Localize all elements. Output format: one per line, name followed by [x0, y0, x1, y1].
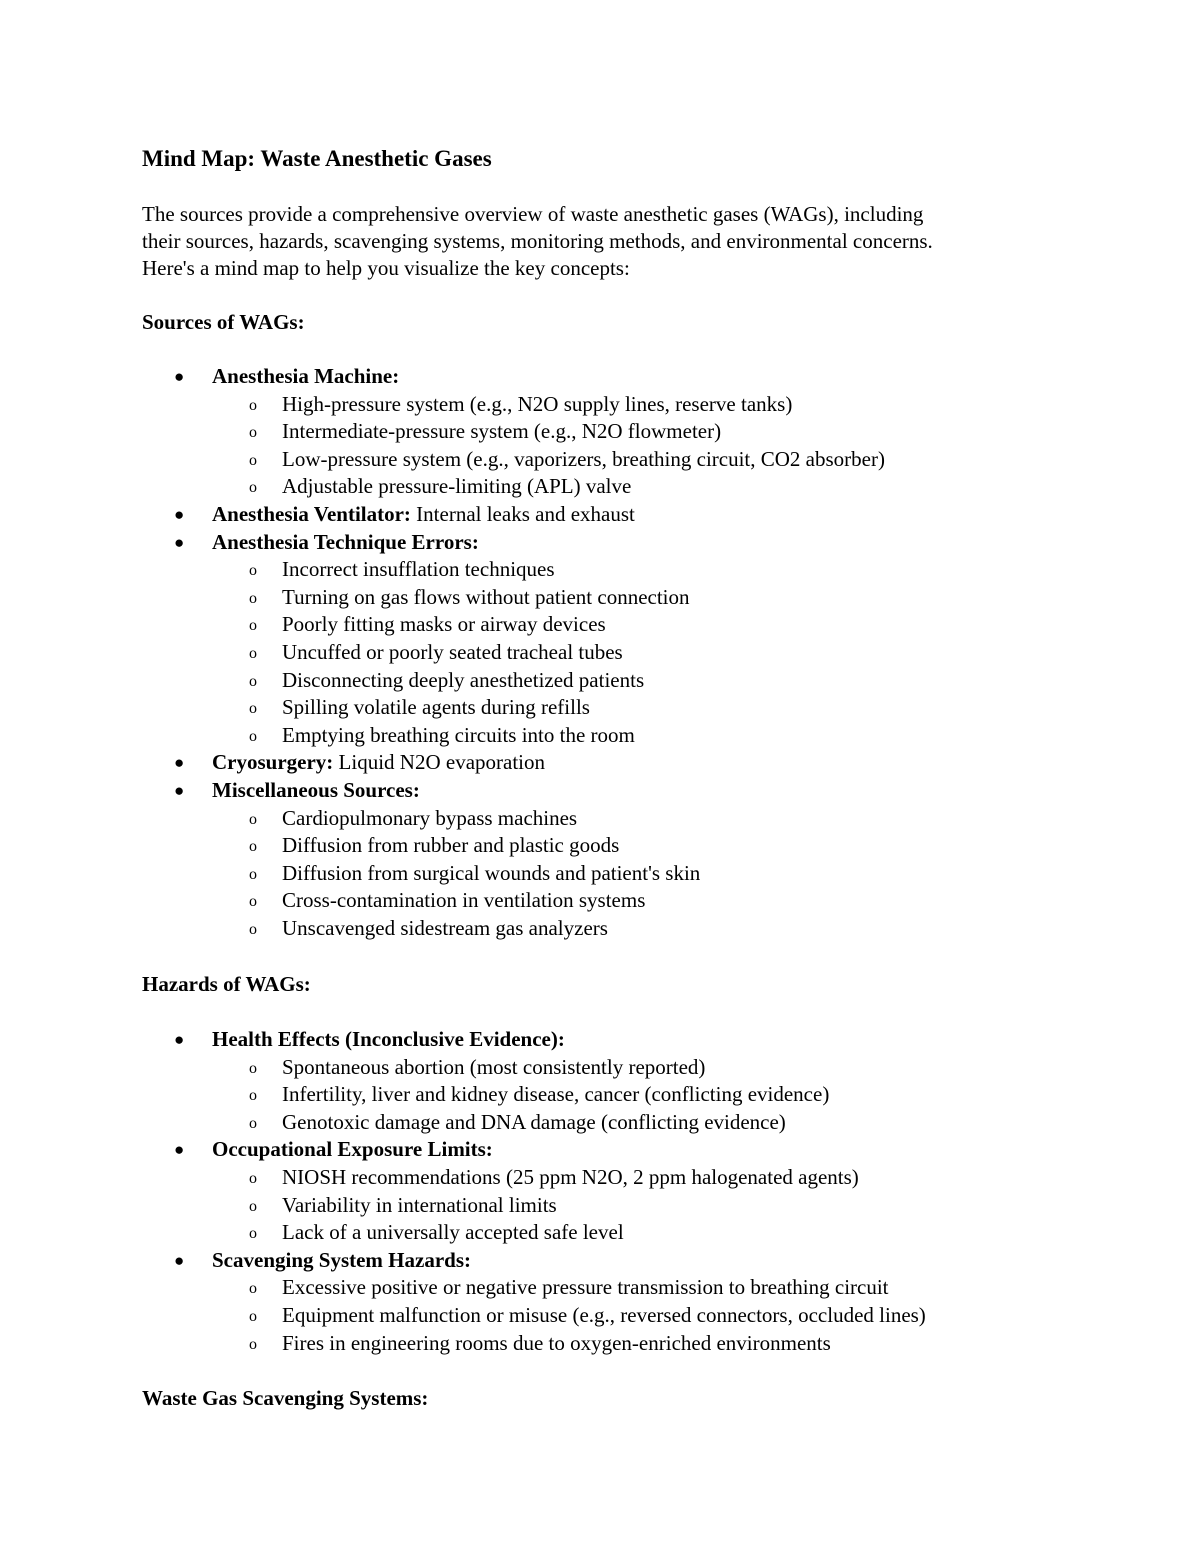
sub-item-text: Equipment malfunction or misuse (e.g., reversed connectors, occluded lines)	[282, 1302, 926, 1327]
sub-list-item	[142, 860, 1082, 888]
hazards-list	[142, 1026, 1082, 1357]
sub-item-text: Adjustable pressure-limiting (APL) valve	[282, 474, 632, 499]
circle-bullet-icon: o	[249, 865, 257, 883]
sub-list-item	[142, 805, 1082, 833]
sub-list-item	[142, 915, 1082, 943]
intro-line: The sources provide a comprehensive overview of waste anesthetic gases (WAGs), including	[142, 202, 924, 226]
bullet-icon: ●	[174, 532, 185, 552]
circle-bullet-icon: o	[249, 589, 257, 607]
bullet-icon: ●	[174, 780, 185, 800]
sub-item-text: High-pressure system (e.g., N2O supply lines, reserve tanks)	[282, 391, 793, 416]
item-label: Anesthesia Technique Errors:	[212, 529, 479, 554]
sub-list-item	[142, 1302, 1082, 1330]
circle-bullet-icon: o	[249, 1280, 257, 1298]
item-label: Cryosurgery:	[212, 750, 334, 775]
page-title: Mind Map: Waste Anesthetic Gases	[142, 146, 492, 171]
sub-list-item	[142, 556, 1082, 584]
sub-item-text: Variability in international limits	[282, 1192, 557, 1217]
circle-bullet-icon: o	[249, 672, 257, 690]
circle-bullet-icon: o	[249, 838, 257, 856]
sub-item-text: Poorly fitting masks or airway devices	[282, 612, 606, 637]
sub-item-text: Unscavenged sidestream gas analyzers	[282, 915, 608, 940]
sub-list-item	[142, 1192, 1082, 1220]
bullet-icon: ●	[174, 504, 185, 524]
sub-item-text: Turning on gas flows without patient connection	[282, 584, 690, 609]
item-label: Occupational Exposure Limits:	[212, 1137, 493, 1162]
bullet-icon: ●	[174, 367, 185, 386]
sub-list-item	[142, 1330, 1082, 1358]
list-item	[142, 749, 1082, 777]
list-item	[142, 363, 1082, 391]
bullet-icon: ●	[174, 1250, 185, 1270]
circle-bullet-icon: o	[249, 893, 257, 911]
circle-bullet-icon: o	[249, 617, 257, 635]
sub-list-item	[142, 584, 1082, 612]
section-heading-sources: Sources of WAGs:	[142, 310, 305, 334]
sub-item-text: NIOSH recommendations (25 ppm N2O, 2 ppm halogenated agents)	[282, 1164, 859, 1189]
sub-list-item	[142, 446, 1082, 474]
item-label: Miscellaneous Sources:	[212, 777, 420, 802]
sub-list-item	[142, 887, 1082, 915]
list-item	[142, 501, 1082, 529]
sub-item-text: Fires in engineering rooms due to oxygen-enriched environments	[282, 1330, 831, 1355]
sub-list-item	[142, 1164, 1082, 1192]
sub-item-text: Spilling volatile agents during refills	[282, 695, 590, 720]
circle-bullet-icon: o	[249, 700, 257, 718]
circle-bullet-icon: o	[249, 644, 257, 662]
sub-list-item	[142, 611, 1082, 639]
list-item	[142, 1136, 1082, 1164]
item-label: Health Effects (Inconclusive Evidence):	[212, 1027, 565, 1051]
sub-list-item	[142, 1274, 1082, 1302]
bullet-icon: ●	[174, 1030, 185, 1049]
item-text: Internal leaks and exhaust	[410, 501, 635, 526]
circle-bullet-icon: o	[249, 1197, 257, 1215]
sub-item-text: Spontaneous abortion (most consistently reported)	[282, 1054, 706, 1079]
intro-line: Here's a mind map to help you visualize the key concepts:	[142, 256, 630, 280]
list-item	[142, 529, 1082, 557]
sub-item-text: Excessive positive or negative pressure transmission to breathing circuit	[282, 1275, 889, 1300]
circle-bullet-icon: o	[249, 451, 257, 469]
bullet-icon: ●	[174, 1140, 185, 1160]
circle-bullet-icon: o	[249, 562, 257, 580]
circle-bullet-icon: o	[249, 396, 257, 414]
circle-bullet-icon: o	[249, 1114, 257, 1132]
sub-list-item	[142, 473, 1082, 501]
sub-list-item	[142, 667, 1082, 695]
sub-item-text: Incorrect insufflation techniques	[282, 557, 555, 582]
intro-paragraph	[142, 201, 1042, 282]
item-label: Scavenging System Hazards:	[212, 1247, 471, 1272]
circle-bullet-icon: o	[249, 1059, 257, 1077]
sub-list-item	[142, 694, 1082, 722]
item-text: Liquid N2O evaporation	[333, 750, 545, 775]
bullet-icon: ●	[174, 753, 185, 773]
sub-item-text: Emptying breathing circuits into the room	[282, 722, 635, 747]
sub-item-text: Low-pressure system (e.g., vaporizers, breathing circuit, CO2 absorber)	[282, 446, 885, 471]
sub-item-text: Intermediate-pressure system (e.g., N2O flowmeter)	[282, 419, 722, 444]
sub-list-item	[142, 391, 1082, 419]
sub-item-text: Cardiopulmonary bypass machines	[282, 805, 578, 830]
circle-bullet-icon: o	[249, 920, 257, 938]
sources-list	[142, 363, 1082, 942]
section-heading-scavenging: Waste Gas Scavenging Systems:	[142, 1386, 429, 1410]
circle-bullet-icon: o	[249, 1169, 257, 1187]
sub-item-text: Infertility, liver and kidney disease, cancer (conflicting evidence)	[282, 1082, 830, 1107]
sub-list-item	[142, 832, 1082, 860]
sub-list-item	[142, 1081, 1082, 1109]
circle-bullet-icon: o	[249, 479, 257, 497]
item-label: Anesthesia Machine:	[212, 364, 400, 388]
circle-bullet-icon: o	[249, 810, 257, 828]
list-item	[142, 1026, 1082, 1054]
sub-item-text: Genotoxic damage and DNA damage (conflicting evidence)	[282, 1109, 786, 1134]
intro-line: their sources, hazards, scavenging systems, monitoring methods, and environmental concerns.	[142, 229, 933, 253]
sub-item-text: Cross-contamination in ventilation systems	[282, 888, 646, 913]
sub-item-text: Uncuffed or poorly seated tracheal tubes	[282, 639, 623, 664]
sub-list-item	[142, 639, 1082, 667]
circle-bullet-icon: o	[249, 727, 257, 745]
item-label: Anesthesia Ventilator:	[212, 501, 411, 526]
circle-bullet-icon: o	[249, 1335, 257, 1353]
circle-bullet-icon: o	[249, 1087, 257, 1105]
sub-item-text: Diffusion from surgical wounds and patient's skin	[282, 860, 701, 885]
sub-list-item	[142, 418, 1082, 446]
sub-list-item	[142, 722, 1082, 750]
sub-item-text: Diffusion from rubber and plastic goods	[282, 833, 620, 858]
section-heading-hazards: Hazards of WAGs:	[142, 972, 311, 996]
circle-bullet-icon: o	[249, 1307, 257, 1325]
sub-list-item	[142, 1054, 1082, 1082]
list-item	[142, 1247, 1082, 1275]
sub-list-item	[142, 1219, 1082, 1247]
sub-list-item	[142, 1109, 1082, 1137]
sub-item-text: Lack of a universally accepted safe level	[282, 1220, 624, 1245]
circle-bullet-icon: o	[249, 424, 257, 442]
list-item	[142, 777, 1082, 805]
circle-bullet-icon: o	[249, 1225, 257, 1243]
sub-item-text: Disconnecting deeply anesthetized patients	[282, 667, 645, 692]
